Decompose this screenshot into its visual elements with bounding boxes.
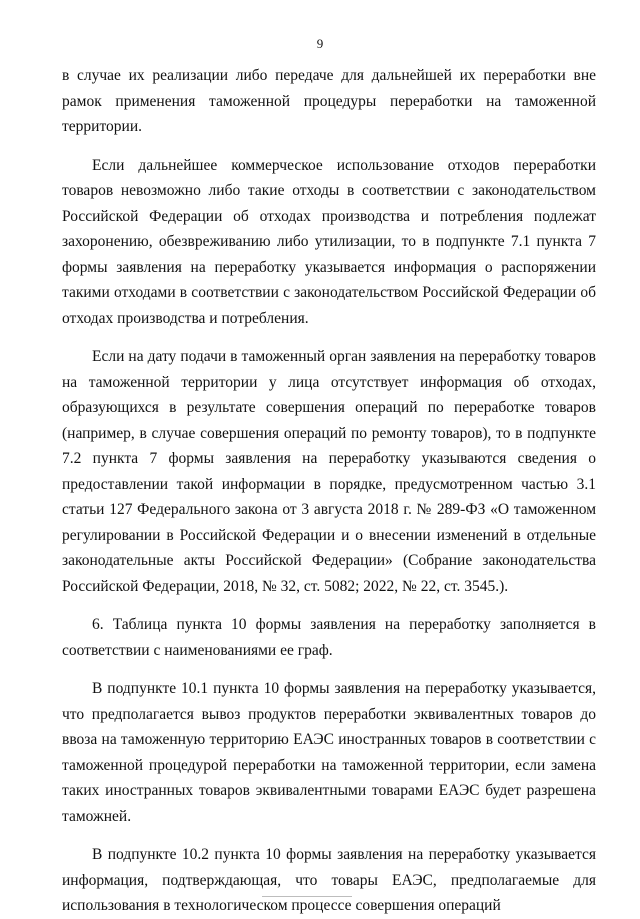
document-body	[62, 63, 596, 919]
page-number: 9	[316, 36, 324, 51]
scan-artifact-line	[262, 896, 352, 897]
paragraph-continuation: в случае их реализации либо передаче для дальнейшей их переработки вне рамок применения таможенной процедуры переработки на таможенной территории.	[62, 67, 596, 135]
paragraph-subitem-10-1: В подпункте 10.1 пункта 10 формы заявления на переработку указывается, что предполагается вывоз продуктов переработки эквивалентных товаров до ввоза на таможенную территорию ЕАЭС иностранных товаров в соответствии с таможенной процедурой переработки на таможенной территории, если замена таких иностранных товаров эквивалентными товарами ЕАЭС будет разрешена таможней.	[62, 680, 596, 825]
paragraph-subitem-10-2: В подпункте 10.2 пункта 10 формы заявления на переработку указывается информация, подтверждающая, что товары ЕАЭС, предполагаемые для использования в технологическом процессе совершения операций	[62, 846, 596, 914]
paragraph-waste-information: Если на дату подачи в таможенный орган заявления на переработку товаров на таможенной территории у лица отсутствует информация об отходах, образующихся в результате совершения операций по переработке товаров (например, в случае совершения операций по ремонту товаров), то в подпункте 7.2 пункта 7 формы заявления на переработку указываются сведения о предоставлении такой информации в порядке, предусмотренном частью 3.1 статьи 127 Федерального закона от 3 августа 2018 г. № 289-ФЗ «О таможенном регулировании в Российской Федерации и о внесении изменений в отдельные законодательные акты Российской Федерации» (Собрание законодательства Российской Федерации, 2018, № 32, ст. 5082; 2022, № 22, ст. 3545.).	[62, 348, 596, 595]
paragraph-table-item-6: 6. Таблица пункта 10 формы заявления на переработку заполняется в соответствии с наименованиями ее граф.	[62, 616, 596, 659]
paragraph-waste-disposal: Если дальнейшее коммерческое использование отходов переработки товаров невозможно либо такие отходы в соответствии с законодательством Российской Федерации об отходах производства и потребления подлежат захоронению, обезвреживанию либо утилизации, то в подпункте 7.1 пункта 7 формы заявления на переработку указывается информация о распоряжении такими отходами в соответствии с законодательством Российской Федерации об отходах производства и потребления.	[62, 156, 596, 327]
